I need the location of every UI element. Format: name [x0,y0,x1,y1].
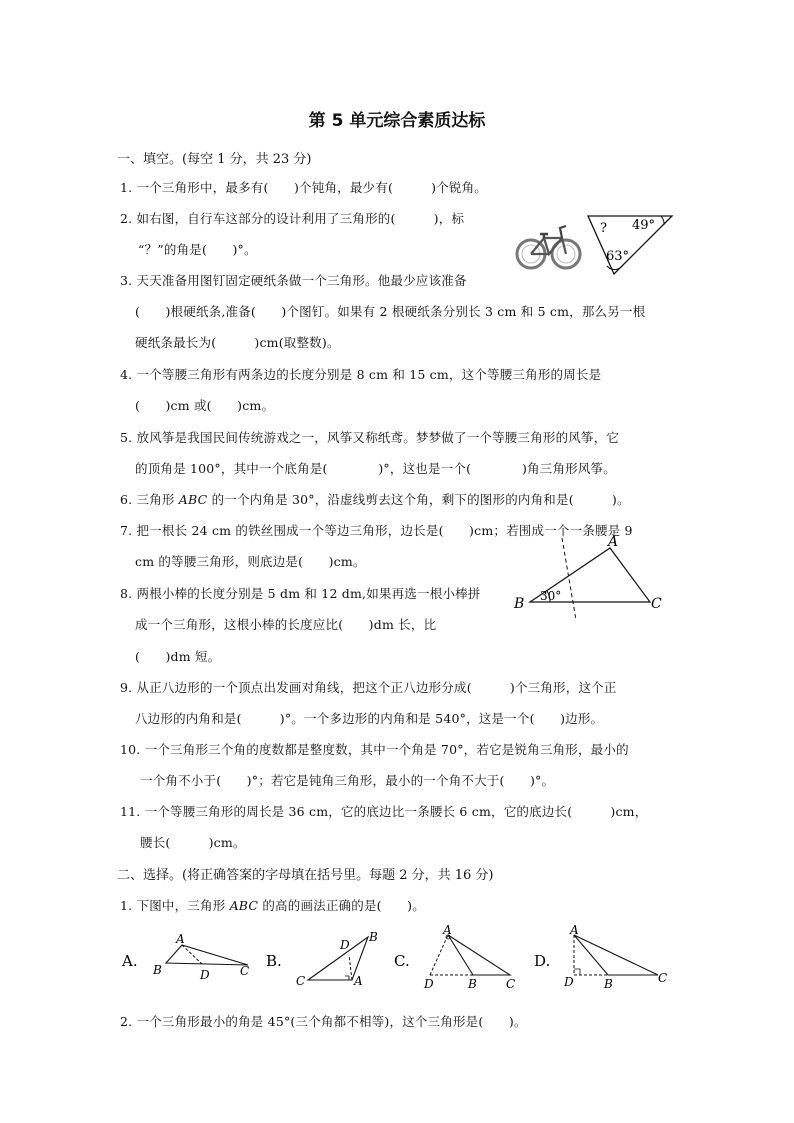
angle-49-label: 49° [632,218,656,233]
question-2-line-1: 2. 如右图，自行车这部分的设计利用了三角形的( )，标 [120,211,465,226]
option-c-diagram [394,925,515,991]
options-diagrams [118,925,678,995]
question-6-post: 的一个内角是 30°，沿虚线剪去这个角，剩下的图形的内角和是( )。 [207,492,630,507]
question-7-line-2: cm 的等腰三角形，则底边是( )cm。 [135,554,366,569]
vertex-a-label: A [608,534,619,550]
question-7-line-1: 7. 把一根长 24 cm 的铁丝围成一个等边三角形，边长是( )cm；若围成一个一条腰是 9 [120,523,633,538]
option-b-vertex-a: A [354,974,363,988]
angle-30-label: 30° [540,589,562,603]
option-b-foot-d: D [340,938,350,952]
option-d-vertex-a: A [570,925,579,937]
question-9-line-2: 八边形的内角和是( )°。一个多边形的内角和是 540°，这是一个( )边形。 [135,711,604,726]
option-d-label: D. [534,952,551,970]
option-b-vertex-b: B [369,930,378,944]
question-8-line-1: 8. 两根小棒的长度分别是 5 dm 和 12 dm,如果再选一根小棒拼 [120,586,481,601]
question-11-line-1: 11. 一个等腰三角形的周长是 36 cm，它的底边比一条腰长 6 cm，它的底边长( )cm， [120,804,648,819]
choice-question-1-pre: 1. 下图中，三角形 [120,898,230,913]
option-d-diagram [534,925,667,991]
section-2-heading: 二、选择。(将正确答案的字母填在括号里。每题 2 分，共 16 分) [117,868,494,883]
option-c-foot-d: D [424,977,434,991]
choice-question-1-post: 的高的画法正确的是( )。 [258,898,425,913]
option-a-diagram [121,932,249,982]
option-d-vertex-c: C [658,971,668,985]
triangle-abc-diagram [510,534,670,622]
options-figure-row [118,925,678,995]
question-3-line-3: 硬纸条最长为( )cm(取整数)。 [135,335,340,350]
question-6 [120,490,630,508]
bicycle-figure [514,210,674,276]
page-title: 第 5 单元综合素质达标 [308,111,486,131]
option-a-label: A. [122,952,138,970]
vertex-c-label: C [651,596,662,612]
question-10-line-2: 一个角不小于( )°；若它是钝角三角形，最小的一个角不大于( )°。 [140,773,555,788]
vertex-b-label: B [514,596,525,612]
option-b-vertex-c: C [296,974,306,988]
question-4-line-1: 4. 一个等腰三角形有两条边的长度分别是 8 cm 和 15 cm，这个等腰三角形的周长是 [120,367,602,382]
question-5-line-2: 的顶角是 100°，其中一个底角是( )°，这也是一个( )角三角形风筝。 [135,461,616,476]
choice-question-1 [120,896,425,914]
option-a-vertex-c: C [240,964,250,978]
angle-63-label: 63° [606,249,630,264]
option-c-vertex-b: B [468,977,477,991]
triangle-abc-figure [510,534,670,622]
question-8-line-2: 成一个三角形，这根小棒的长度应比( )dm 长，比 [135,617,437,632]
question-6-abc: ABC [178,492,208,507]
option-d-vertex-b: B [604,977,613,991]
bicycle-illustration [514,210,674,276]
choice-question-2: 2. 一个三角形最小的角是 45°(三个角都不相等)，这个三角形是( )。 [120,1014,527,1029]
option-d-foot-d: D [564,975,574,989]
option-b-label: B. [266,952,282,970]
bicycle-icon [517,226,580,268]
option-c-vertex-a: A [443,925,452,937]
question-3-line-2: ( )根硬纸条,准备( )个图钉。如果有 2 根硬纸条分别长 3 cm 和 5 cm，那么另一根 [135,304,646,319]
question-2-line-2: “？”的角是( )°。 [138,242,257,257]
option-b-diagram [266,930,378,988]
section-1-heading: 一、填空。(每空 1 分，共 23 分) [117,152,312,167]
option-c-label: C. [394,952,410,970]
option-a-vertex-a: A [176,932,185,946]
question-9-line-1: 9. 从正八边形的一个顶点出发画对角线，把这个正八边形分成( )个三角形，这个正 [120,680,617,695]
question-5-line-1: 5. 放风筝是我国民间传统游戏之一，风筝又称纸鸢。梦梦做了一个等腰三角形的风筝，它 [120,430,620,445]
question-4-line-2: ( )cm 或( )cm。 [135,398,275,413]
unknown-angle-mark: ? [600,221,607,236]
question-3-line-1: 3. 天天准备用图钉固定硬纸条做一个三角形。他最少应该准备 [120,273,467,288]
choice-question-1-abc: ABC [229,898,259,913]
question-10-line-1: 10. 一个三角形三个角的度数都是整度数，其中一个角是 70°，若它是锐角三角形，最小的 [120,742,629,757]
question-11-line-2: 腰长( )cm。 [140,835,246,850]
option-c-vertex-c: C [506,977,516,991]
question-8-line-3: ( )dm 短。 [135,649,221,664]
question-6-pre: 6. 三角形 [120,492,179,507]
option-a-foot-d: D [200,968,210,982]
triangle-diagram [588,216,672,274]
option-a-vertex-b: B [153,963,162,977]
question-1: 1. 一个三角形中，最多有( )个钝角，最少有( )个锐角。 [120,180,488,195]
